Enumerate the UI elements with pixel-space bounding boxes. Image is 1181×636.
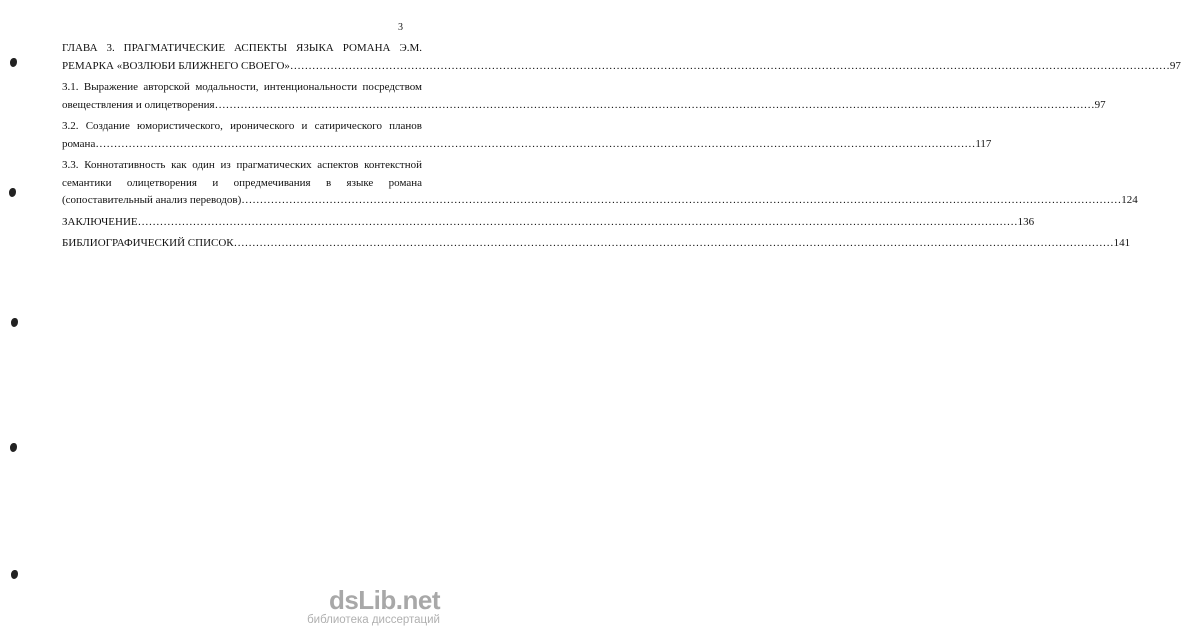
toc-leader-dots: …………………………………………………………………………………………………………………………………………………………………………………………………………………… (214, 98, 1095, 111)
toc-leader-dots: …………………………………………………………………………………………………………………………………………………………………………………………………………………… (289, 59, 1170, 72)
toc-entry (62, 40, 1181, 75)
toc-entry (62, 79, 1106, 114)
toc-entry-last-line (62, 235, 1131, 253)
binding-hole-mark (11, 570, 18, 579)
toc-entry (62, 118, 992, 153)
toc-page-number: 97 (1094, 98, 1106, 111)
toc-leader-dots: …………………………………………………………………………………………………………………………………………………………………………………………………………………… (137, 215, 1018, 228)
toc-entry-title: ЗАКЛЮЧЕНИЕ (62, 215, 138, 228)
toc-entry (62, 214, 1035, 232)
toc-entry-last-line (62, 97, 1106, 115)
toc-entry-last-line (62, 136, 992, 154)
toc-entry-title: овеществления и олицетворения (62, 98, 215, 111)
toc-entry-title: (сопоставительный анализ переводов) (62, 194, 242, 206)
toc-page-number: 97 (1169, 59, 1181, 72)
toc-entry-last-line (62, 192, 1138, 210)
toc-page-number: 136 (1017, 215, 1035, 228)
toc-entry-line: 3.2. Создание юмористического, иронического и сатирического планов (62, 120, 422, 132)
binding-hole-mark (10, 443, 17, 452)
binding-hole-mark (9, 188, 16, 197)
toc-entry-last-line (62, 58, 1181, 76)
binding-hole-mark (11, 318, 18, 327)
page-number: 3 (398, 22, 403, 33)
watermark-logo: dsLib.net (328, 585, 440, 615)
toc-page-number: 117 (975, 137, 992, 150)
toc-entry-title: РЕМАРКА «ВОЗЛЮБИ БЛИЖНЕГО СВОЕГО» (62, 59, 290, 72)
toc-leader-dots: …………………………………………………………………………………………………………………………………………………………………………………………………………………… (95, 137, 976, 150)
toc-leader-dots: …………………………………………………………………………………………………………………………………………………………………………………………………………………… (233, 237, 1114, 249)
toc-entry (62, 157, 1138, 210)
toc-entry-title: романа (62, 137, 96, 150)
toc-entry-line: 3.3. Коннотативность как один из прагматических аспектов контекстной (62, 159, 422, 171)
watermark (307, 587, 440, 626)
toc-entry-title: БИБЛИОГРАФИЧЕСКИЙ СПИСОК (62, 237, 234, 249)
toc-entry-last-line (62, 214, 1035, 232)
toc-entry-line: семантики олицетворения и опредмечивания в языке романа (62, 176, 422, 189)
binding-hole-mark (10, 58, 17, 67)
toc-page-number: 124 (1121, 194, 1138, 206)
toc-entry-line: ГЛАВА 3. ПРАГМАТИЧЕСКИЕ АСПЕКТЫ ЯЗЫКА РОМАНА Э.М. (62, 42, 422, 54)
toc-page-number: 141 (1113, 237, 1131, 249)
table-of-contents (62, 40, 1181, 257)
watermark-subtitle: библиотека диссертаций (307, 614, 440, 626)
toc-entry (62, 235, 1131, 253)
toc-leader-dots: …………………………………………………………………………………………………………………………………………………………………………………………………………………… (241, 194, 1122, 206)
toc-entry-line: 3.1. Выражение авторской модальности, интенциональности посредством (62, 81, 422, 93)
